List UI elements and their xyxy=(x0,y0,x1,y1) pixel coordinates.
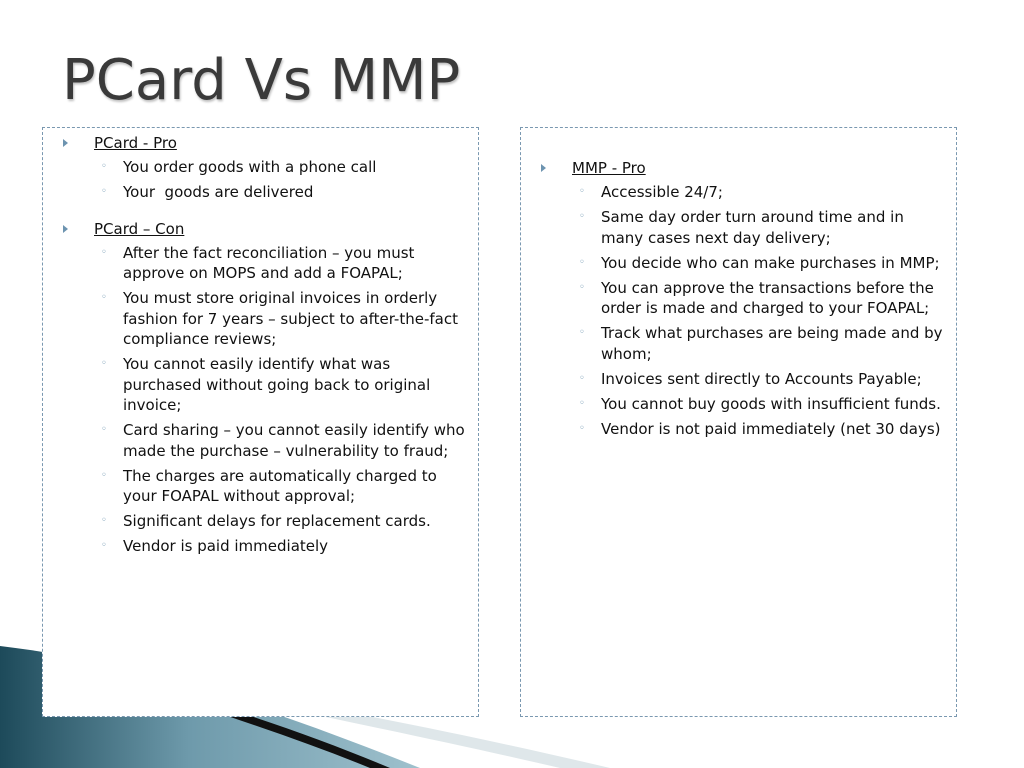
circle-bullet-icon: ◦ xyxy=(101,358,107,369)
list-item: ◦ Invoices sent directly to Accounts Payable; xyxy=(579,369,922,388)
circle-bullet-icon: ◦ xyxy=(101,515,107,526)
list-item: ◦ You must store original invoices in orderly fashion for 7 years – subject to after-the-fact compliance reviews; xyxy=(101,289,458,348)
circle-bullet-icon: ◦ xyxy=(579,281,585,293)
list-item: ◦ Significant delays for replacement cards. xyxy=(101,512,431,530)
circle-bullet-icon: ◦ xyxy=(579,211,585,222)
pcard-con-section xyxy=(43,219,478,557)
circle-bullet-icon: ◦ xyxy=(101,186,107,197)
list-item: ◦ Accessible 24/7; xyxy=(579,183,723,201)
list-item: ◦ You decide who can make purchases in MMP; xyxy=(579,253,940,272)
pcard-panel xyxy=(42,127,479,717)
pcard-pro-section xyxy=(43,133,478,203)
list-item: ◦ Vendor is not paid immediately (net 30 days) xyxy=(579,419,941,438)
circle-bullet-icon: ◦ xyxy=(579,372,585,384)
list-item: ◦ Card sharing – you cannot easily identify who made the purchase – vulnerability to fraud; xyxy=(101,421,465,460)
arrow-bullet-icon xyxy=(63,225,68,233)
list-item: ◦ You can approve the transactions before the order is made and charged to your FOAPAL; xyxy=(579,278,934,317)
circle-bullet-icon: ◦ xyxy=(101,292,107,303)
list-item: ◦ Vendor is paid immediately xyxy=(101,537,329,555)
arrow-bullet-icon xyxy=(541,164,546,172)
mmp-panel xyxy=(520,127,957,717)
circle-bullet-icon: ◦ xyxy=(579,256,585,268)
circle-bullet-icon: ◦ xyxy=(579,397,585,409)
list-item: ◦ Same day order turn around time and in many cases next day delivery; xyxy=(579,208,904,247)
circle-bullet-icon: ◦ xyxy=(579,327,585,338)
list-item: ◦ After the fact reconciliation – you must approve on MOPS and add a FOAPAL; xyxy=(101,243,415,282)
slide-title: PCard Vs MMP xyxy=(62,48,461,113)
list-item: ◦ You cannot easily identify what was purchased without going back to original invoice; xyxy=(101,355,431,414)
arrow-bullet-icon xyxy=(63,139,68,147)
list-item: ◦ Your goods are delivered xyxy=(101,183,314,201)
circle-bullet-icon: ◦ xyxy=(101,246,107,258)
mmp-pro-section xyxy=(521,158,956,439)
list-item: ◦ You order goods with a phone call xyxy=(101,158,377,176)
list-item: ◦ Track what purchases are being made and by whom; xyxy=(579,324,943,363)
circle-bullet-icon: ◦ xyxy=(579,422,585,434)
list-item: ◦ The charges are automatically charged to your FOAPAL without approval; xyxy=(101,466,437,505)
circle-bullet-icon: ◦ xyxy=(101,424,107,435)
circle-bullet-icon: ◦ xyxy=(101,469,107,481)
section-heading: PCard – Con xyxy=(94,219,185,238)
list-item: ◦ You cannot buy goods with insufficient funds. xyxy=(579,394,941,413)
section-heading: PCard - Pro xyxy=(94,134,177,152)
section-heading: MMP - Pro xyxy=(572,159,646,177)
circle-bullet-icon: ◦ xyxy=(579,186,585,197)
circle-bullet-icon: ◦ xyxy=(101,540,107,551)
circle-bullet-icon: ◦ xyxy=(101,161,107,172)
